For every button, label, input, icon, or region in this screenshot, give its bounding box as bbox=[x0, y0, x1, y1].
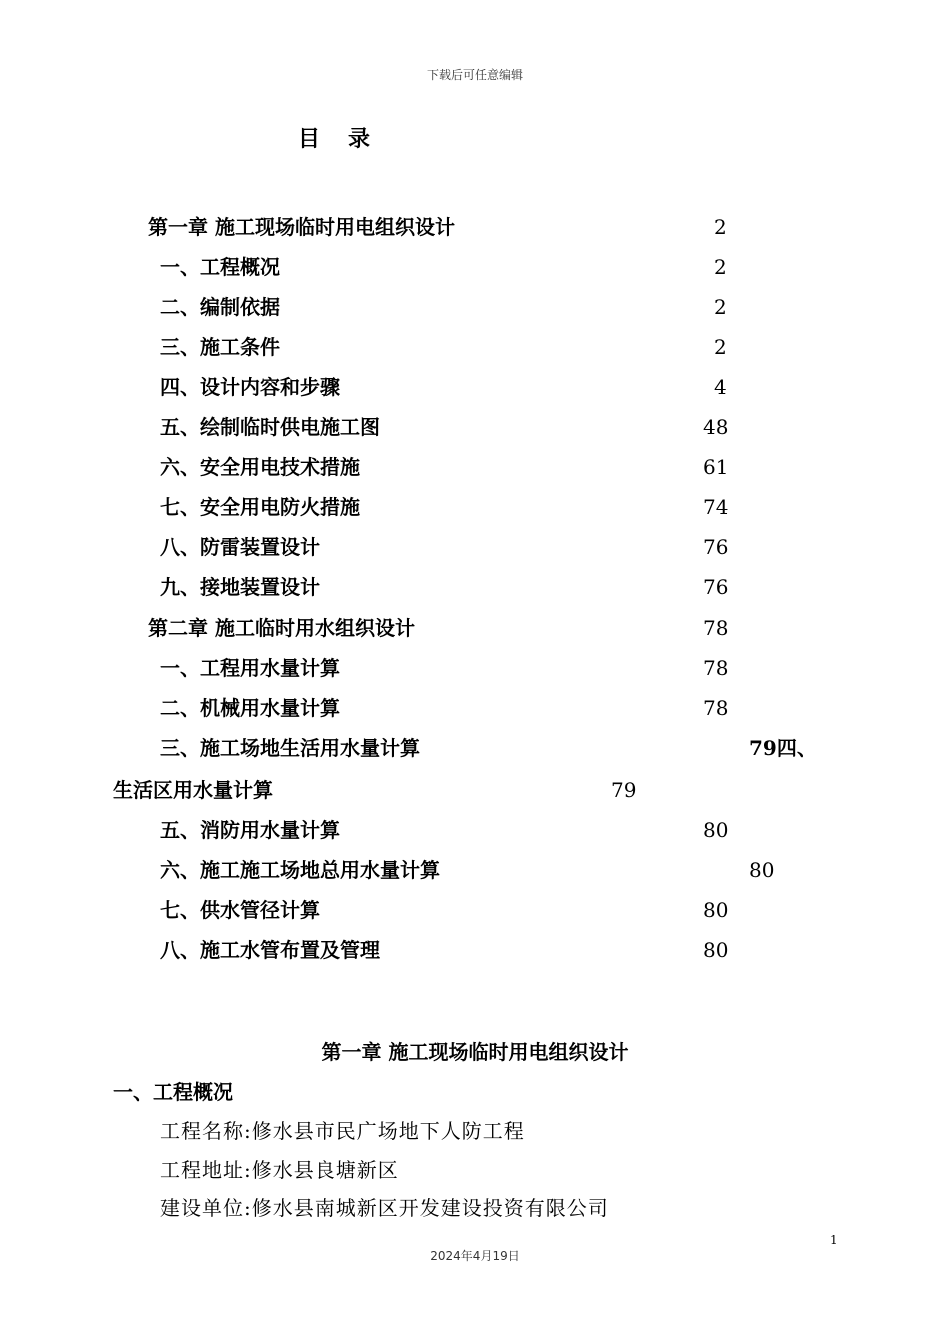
toc-entry-label: 八、施工水管布置及管理 bbox=[160, 938, 380, 962]
toc-entry-page: 78 bbox=[703, 616, 729, 640]
toc-entry-label: 二、编制依据 bbox=[160, 295, 280, 319]
toc-entry-label: 五、消防用水量计算 bbox=[160, 818, 340, 842]
project-name-line: 工程名称:修水县市民广场地下人防工程 bbox=[160, 1119, 525, 1143]
toc-entry-page: 78 bbox=[703, 696, 729, 720]
toc-entry-label: 六、施工施工场地总用水量计算 bbox=[160, 858, 440, 882]
header-note: 下载后可任意编辑 bbox=[426, 68, 523, 82]
toc-entry-label: 九、接地装置设计 bbox=[160, 575, 320, 599]
footer-date: 2024年4月19日 bbox=[430, 1249, 520, 1263]
toc-entry-label: 三、施工条件 bbox=[160, 335, 280, 359]
toc-entry-page: 2 bbox=[714, 255, 727, 279]
toc-entry-page: 78 bbox=[703, 656, 729, 680]
toc-entry-label: 七、供水管径计算 bbox=[160, 898, 320, 922]
toc-entry-label: 生活区用水量计算 bbox=[113, 778, 273, 802]
toc-entry-page: 80 bbox=[703, 898, 729, 922]
toc-entry-label: 二、机械用水量计算 bbox=[160, 696, 340, 720]
toc-entry-page: 2 bbox=[714, 335, 727, 359]
toc-entry-page: 2 bbox=[714, 295, 727, 319]
toc-entry-label: 六、安全用电技术措施 bbox=[160, 455, 360, 479]
toc-title: 目录 bbox=[298, 127, 399, 152]
toc-entry-page: 76 bbox=[703, 575, 729, 599]
toc-entry-page: 79四、 bbox=[749, 736, 817, 760]
toc-entry-page: 76 bbox=[703, 535, 729, 559]
construction-unit-line: 建设单位:修水县南城新区开发建设投资有限公司 bbox=[160, 1196, 609, 1220]
page-number: 1 bbox=[830, 1233, 838, 1247]
toc-entry-label: 七、安全用电防火措施 bbox=[160, 495, 360, 519]
section-heading: 一、工程概况 bbox=[113, 1080, 233, 1104]
toc-entry-page: 4 bbox=[714, 375, 727, 399]
toc-entry-page: 80 bbox=[703, 818, 729, 842]
project-address-line: 工程地址:修水县良塘新区 bbox=[160, 1158, 399, 1182]
toc-entry-label: 一、工程概况 bbox=[160, 255, 280, 279]
toc-entry-label: 三、施工场地生活用水量计算 bbox=[160, 736, 420, 760]
chapter-heading: 第一章 施工现场临时用电组织设计 bbox=[321, 1040, 629, 1064]
toc-entry-label: 第二章 施工临时用水组织设计 bbox=[148, 616, 415, 640]
toc-entry-page: 61 bbox=[703, 455, 729, 479]
toc-entry-page: 80 bbox=[703, 938, 729, 962]
toc-entry-page: 79 bbox=[611, 778, 637, 802]
toc-entry-page: 48 bbox=[703, 415, 729, 439]
toc-entry-label: 八、防雷装置设计 bbox=[160, 535, 320, 559]
toc-entry-page: 74 bbox=[703, 495, 729, 519]
toc-entry-label: 五、绘制临时供电施工图 bbox=[160, 415, 380, 439]
toc-entry-label: 第一章 施工现场临时用电组织设计 bbox=[148, 215, 455, 239]
toc-entry-label: 四、设计内容和步骤 bbox=[160, 375, 340, 399]
toc-entry-label: 一、工程用水量计算 bbox=[160, 656, 340, 680]
toc-entry-page: 80 bbox=[749, 858, 775, 882]
toc-entry-page: 2 bbox=[714, 215, 727, 239]
